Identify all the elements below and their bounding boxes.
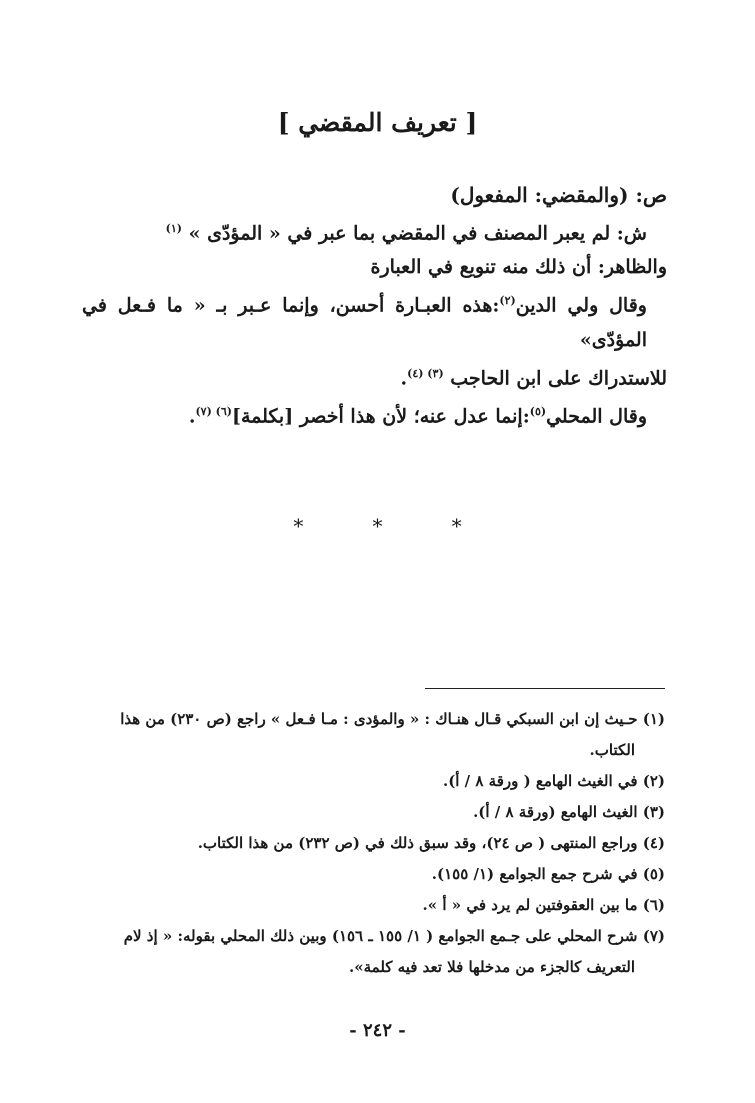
mahalli-text-a: وقال المحلي xyxy=(546,405,647,428)
footnote-ref-2: (٢) xyxy=(499,294,516,308)
section-heading: [ تعريف المقضي ] xyxy=(277,108,478,137)
text-line-zahir xyxy=(82,250,667,284)
footnotes xyxy=(70,704,665,983)
matn-text: ص: (والمقضي: المفعول) xyxy=(450,183,667,207)
text-line-matn xyxy=(82,178,667,212)
footnote-1-continued: الكتاب. xyxy=(589,741,635,759)
text-line-wali-al-din xyxy=(82,284,647,356)
footnote-5: (٥) في شرح جمع الجوامع (١/ ١٥٥). xyxy=(431,865,665,883)
wali-al-din-text-a: وقال ولي الدين xyxy=(515,294,647,317)
mahalli-text-b: :إنما عدل عنه؛ لأن هذا أخصر [بكلمة] xyxy=(231,405,530,428)
footnote-3: (٣) الغيث الهامع (ورقة ٨ / أ). xyxy=(473,803,665,821)
footnote-ref-6-7: (٦) (٧) xyxy=(195,404,232,418)
text-line-istidrak xyxy=(82,357,667,395)
footnote-ref-1: (١) xyxy=(165,222,182,235)
istidrak-text: للاستدراك على ابن الحاجب xyxy=(443,366,667,389)
footnote-7-continued: التعريف كالجزء من مدخلها فلا تعد فيه كلمة». xyxy=(349,958,635,976)
mahalli-period: . xyxy=(188,405,196,428)
sharh-text: ش: لم يعبر المصنف في المقضي بما عبر في « المؤدّى » xyxy=(182,222,647,245)
footnote-7: (٧) شرح المحلي على جـمع الجوامع ( ١/ ١٥٥ ـ ١٥٦) وبين ذلك المحلي بقوله: « إذ لام xyxy=(123,927,665,945)
section-separator xyxy=(0,514,755,538)
footnote-4: (٤) وراجع المنتهى ( ص ٢٤)، وقد سبق ذلك في (ص ٢٣٢) من هذا الكتاب. xyxy=(197,834,665,852)
footnote-divider xyxy=(425,688,665,689)
footnote-2: (٢) في الغيث الهامع ( ورقة ٨ / أ). xyxy=(442,772,665,790)
footnote-1: (١) حـيث إن ابن السبكي قـال هنـاك : « والمؤدى : مـا فـعل » راجع (ص ٢٣٠) من هذا xyxy=(120,710,665,728)
footnote-ref-5: (٥) xyxy=(529,404,547,418)
text-line-mahalli xyxy=(82,395,647,433)
separator-star: * xyxy=(293,514,304,538)
separator-star: * xyxy=(372,514,383,538)
main-text xyxy=(82,178,667,433)
text-line-sharh xyxy=(82,212,647,250)
wali-al-din-text-b: :هذه العبـارة أحسن، وإنما عـبر بـ « ما فـعل في المؤدّى» xyxy=(82,294,647,351)
footnote-6: (٦) ما بين العقوفتين لم يرد في « أ ». xyxy=(422,896,665,914)
page-number: - ٢٤٢ - xyxy=(349,1020,406,1041)
zahir-text: والظاهر: أن ذلك منه تنويع في العبارة xyxy=(370,256,667,279)
istidrak-period: . xyxy=(400,366,408,389)
separator-star: * xyxy=(451,514,462,538)
footnote-ref-3-4: (٣) (٤) xyxy=(407,366,444,380)
